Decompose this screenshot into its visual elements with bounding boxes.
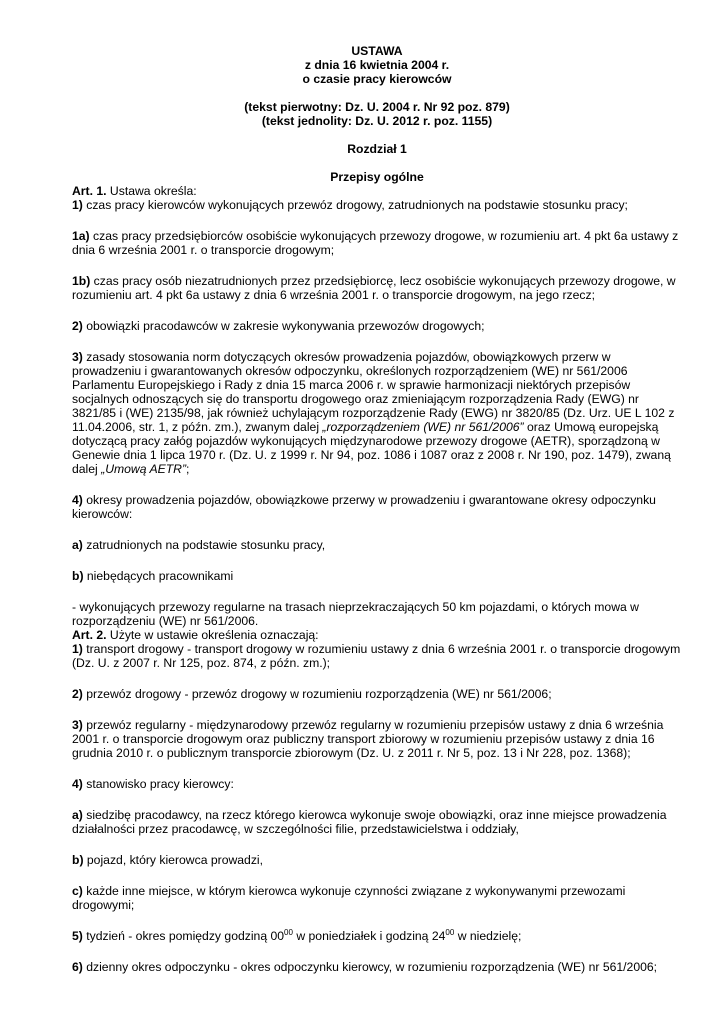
document-header bbox=[72, 44, 682, 184]
document-page bbox=[72, 44, 682, 974]
defined-term: „Umową AETR” bbox=[101, 462, 187, 476]
art1-intro: Art. 1. Ustawa określa: bbox=[72, 184, 197, 198]
act-date: z dnia 16 kwietnia 2004 r. bbox=[304, 58, 450, 72]
art2-number: Art. 2. bbox=[72, 628, 107, 642]
art1-point-1: 1) czas pracy kierowców wykonujących przewóz drogowy, zatrudnionych na podstawie stosunku pracy; bbox=[72, 198, 628, 212]
original-text-reference: (tekst pierwotny: Dz. U. 2004 r. Nr 92 poz. 879) bbox=[244, 100, 510, 114]
art2-point-4: 4) stanowisko pracy kierowcy: bbox=[72, 777, 234, 791]
art2-point-4a: a) siedzibę pracodawcy, na rzecz którego kierowca wykonuje swoje obowiązki, oraz inne miejsce prowadzenia działalności przez pracodawcę, w szczególności filie, przedstawicielstwa i oddziały, bbox=[72, 808, 667, 836]
chapter-heading: Rozdział 1 bbox=[347, 142, 407, 156]
art2-point-4c: c) każde inne miejsce, w którym kierowca wykonuje czynności związane z wykonywanymi przewozami drogowymi; bbox=[72, 884, 626, 912]
art2-intro: Art. 2. Użyte w ustawie określenia oznaczają: bbox=[72, 628, 319, 642]
art2-point-6: 6) dzienny okres odpoczynku - okres odpoczynku kierowcy, w rozumieniu rozporządzenia (WE) nr 561/2006; bbox=[72, 960, 658, 974]
art2-point-2: 2) przewóz drogowy - przewóz drogowy w rozumieniu rozporządzenia (WE) nr 561/2006; bbox=[72, 687, 552, 701]
chapter-title: Przepisy ogólne bbox=[330, 170, 424, 184]
art2-point-4b: b) pojazd, który kierowca prowadzi, bbox=[72, 853, 264, 867]
art1-point-4b: b) niebędących pracownikami bbox=[72, 569, 234, 583]
art2-point-3: 3) przewóz regularny - międzynarodowy przewóz regularny w rozumieniu przepisów ustawy z dnia 6 września 2001 r. o transporcie drogowym oraz publiczny transport zbiorowy w rozumieniu przepisów ustawy z dnia 16 grudnia 2010 r. o publicznym transporcie zbiorowym (Dz. U. z 2011 r. Nr 5, poz. 13 i Nr 228, poz. 1368); bbox=[72, 718, 664, 760]
act-title: USTAWA bbox=[351, 44, 403, 58]
art1-point-3: 3) zasady stosowania norm dotyczących okresów prowadzenia pojazdów, obowiązkowych przerw w prowadzeniu i gwarantowanych okresów odpoczynku, określonych rozporządzeniem (WE) nr 561/2006 Parlamentu Europejskiego i Rady z dnia 15 marca 2006 r. w sprawie harmonizacji niektórych przepisów socjalnych odnoszących się do transportu drogowego oraz zmieniającym rozporządzenia Rady (EWG) nr 3821/85 i (WE) 2135/98, jak również uchylającym rozporządzenie Rady (EWG) nr 3820/85 (Dz. Urz. UE L 102 z 11.04.2006, str. 1, z późn. zm.), zwanym dalej „rozporządzeniem (WE) nr 561/2006” oraz Umową europejską dotyczącą pracy załóg pojazdów wykonujących międzynarodowe przewozy drogowe (AETR), sporządzoną w Genewie dnia 1 lipca 1970 r. (Dz. U. z 1999 r. Nr 94, poz. 1086 i 1087 oraz z 2008 r. Nr 190, poz. 1479), zwaną dalej „Umową AETR”; bbox=[72, 350, 675, 476]
art1-point-2: 2) obowiązki pracodawców w zakresie wykonywania przewozów drogowych; bbox=[72, 319, 485, 333]
art1-point-1b: 1b) czas pracy osób niezatrudnionych przez przedsiębiorcę, lecz osobiście wykonujących przewozy drogowe, w rozumieniu art. 4 pkt 6a ustawy z dnia 6 września 2001 r. o transporcie drogowym, na jego rzecz; bbox=[72, 274, 676, 302]
hour-superscript: 00 bbox=[445, 928, 455, 937]
art1-dash-clause: - wykonujących przewozy regularne na trasach nieprzekraczających 50 km pojazdami, o których mowa w rozporządzeniu (WE) nr 561/2006. bbox=[72, 600, 639, 628]
defined-term: „rozporządzeniem (WE) nr 561/2006” bbox=[322, 420, 524, 434]
art1-number: Art. 1. bbox=[72, 184, 107, 198]
art1-point-4a: a) zatrudnionych na podstawie stosunku pracy, bbox=[72, 538, 326, 552]
art2-point-5: 5) tydzień - okres pomiędzy godziną $00^{00}$ w poniedziałek i godziną $24^{00}$ w niedzielę; bbox=[72, 928, 522, 943]
consolidated-text-reference: (tekst jednolity: Dz. U. 2012 r. poz. 1155) bbox=[261, 114, 493, 128]
art2-point-1: 1) transport drogowy - transport drogowy w rozumieniu ustawy z dnia 6 września 2001 r. o transporcie drogowym (Dz. U. z 2007 r. Nr 125, poz. 874, z późn. zm.); bbox=[72, 642, 681, 670]
art1-point-4: 4) okresy prowadzenia pojazdów, obowiązkowe przerwy w prowadzeniu i gwarantowane okresy odpoczynku kierowców: bbox=[72, 493, 656, 521]
hour-superscript: 00 bbox=[284, 928, 293, 937]
art1-point-1a: 1a) czas pracy przedsiębiorców osobiście wykonujących przewozy drogowe, w rozumieniu art. 4 pkt 6a ustawy z dnia 6 września 2001 r. o transporcie drogowym; bbox=[72, 229, 679, 257]
act-subject: o czasie pracy kierowców bbox=[302, 72, 452, 86]
